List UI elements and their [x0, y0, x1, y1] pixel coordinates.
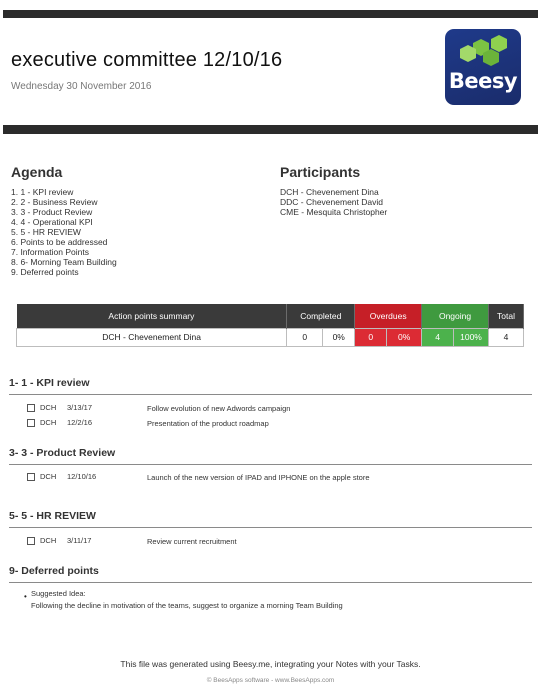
task-due-date: 3/11/17: [67, 536, 92, 545]
agenda-item: 2. 2 - Business Review: [11, 197, 98, 207]
task-due-date: 3/13/17: [67, 403, 93, 412]
agenda-item: 7. Information Points: [11, 247, 89, 257]
summary-header-row: [17, 304, 524, 328]
section-divider: [9, 464, 532, 465]
task-owner: DCH: [40, 472, 57, 481]
agenda-item: 9. Deferred points: [11, 267, 79, 277]
meeting-date: Wednesday 30 November 2016: [11, 81, 152, 92]
summary-header-name: Action points summary: [17, 304, 287, 328]
section-divider: [9, 527, 532, 528]
note-text: Following the decline in motivation of the teams, suggest to organize a morning Team Building: [31, 601, 343, 610]
summary-header-completed: Completed: [287, 304, 355, 328]
task-due-date: 12/2/16: [67, 418, 93, 427]
task-checkbox[interactable]: [27, 419, 35, 427]
section-title: 9- Deferred points: [9, 565, 99, 577]
agenda-heading: Agenda: [11, 164, 63, 180]
agenda-item: 4. 4 - Operational KPI: [11, 217, 93, 227]
participants-list: [280, 187, 387, 217]
beesy-logo: [445, 29, 521, 105]
section-divider: [9, 582, 532, 583]
top-divider-bar: [3, 10, 538, 18]
header-divider-bar: [3, 125, 538, 134]
task-owner: DCH: [40, 418, 57, 427]
task-checkbox[interactable]: [27, 473, 35, 481]
task-checkbox[interactable]: [27, 404, 35, 412]
task-due-date: 12/10/16: [67, 472, 97, 481]
hexagon-logo-icon: [445, 29, 521, 105]
action-points-summary-table: [16, 304, 524, 347]
task-checkbox[interactable]: [27, 537, 35, 545]
footer-copyright: © BeesApps software - www.BeesApps.com: [206, 677, 335, 684]
summary-header-total: Total: [488, 304, 523, 328]
summary-header-overdues: Overdues: [355, 304, 422, 328]
completed-count: 0: [287, 328, 323, 346]
task-owner: DCH: [40, 536, 57, 545]
overdue-percent: 0%: [387, 328, 422, 346]
participant-item: DCH - Chevenement Dina: [280, 187, 379, 197]
overdue-count: 0: [355, 328, 387, 346]
participant-item: DDC - Chevenement David: [280, 197, 383, 207]
page-title: executive committee 12/10/16: [11, 49, 283, 71]
section-divider: [9, 394, 532, 395]
section-title: 1- 1 - KPI review: [9, 377, 90, 389]
summary-person: DCH - Chevenement Dina: [17, 328, 287, 346]
agenda-item: 3. 3 - Product Review: [11, 207, 93, 217]
agenda-item: 1. 1 - KPI review: [11, 187, 74, 197]
task-description: Presentation of the product roadmap: [147, 419, 269, 428]
agenda-item: 5. 5 - HR REVIEW: [11, 227, 81, 237]
bullet-icon: •: [24, 592, 27, 601]
agenda-list: [11, 187, 117, 277]
agenda-item: 6. Points to be addressed: [11, 237, 108, 247]
summary-header-ongoing: Ongoing: [422, 304, 489, 328]
participants-heading: Participants: [280, 164, 361, 180]
task-owner: DCH: [40, 403, 57, 412]
summary-row: [17, 328, 524, 346]
task-description: Follow evolution of new Adwords campaign: [147, 404, 291, 413]
logo-text: Beesy: [448, 69, 518, 93]
total-count: 4: [488, 328, 523, 346]
section-title: 3- 3 - Product Review: [9, 447, 116, 459]
completed-percent: 0%: [323, 328, 355, 346]
footer-text: This file was generated using Beesy.me, integrating your Notes with your Tasks.: [120, 659, 421, 669]
ongoing-percent: 100%: [454, 328, 489, 346]
ongoing-count: 4: [422, 328, 454, 346]
note-label: Suggested Idea:: [31, 589, 86, 598]
section-title: 5- 5 - HR REVIEW: [9, 510, 96, 522]
task-description: Review current recruitment: [147, 537, 237, 546]
task-description: Launch of the new version of IPAD and IPHONE on the apple store: [147, 473, 370, 482]
agenda-item: 8. 6- Morning Team Building: [11, 257, 117, 267]
participant-item: CME - Mesquita Christopher: [280, 207, 388, 217]
